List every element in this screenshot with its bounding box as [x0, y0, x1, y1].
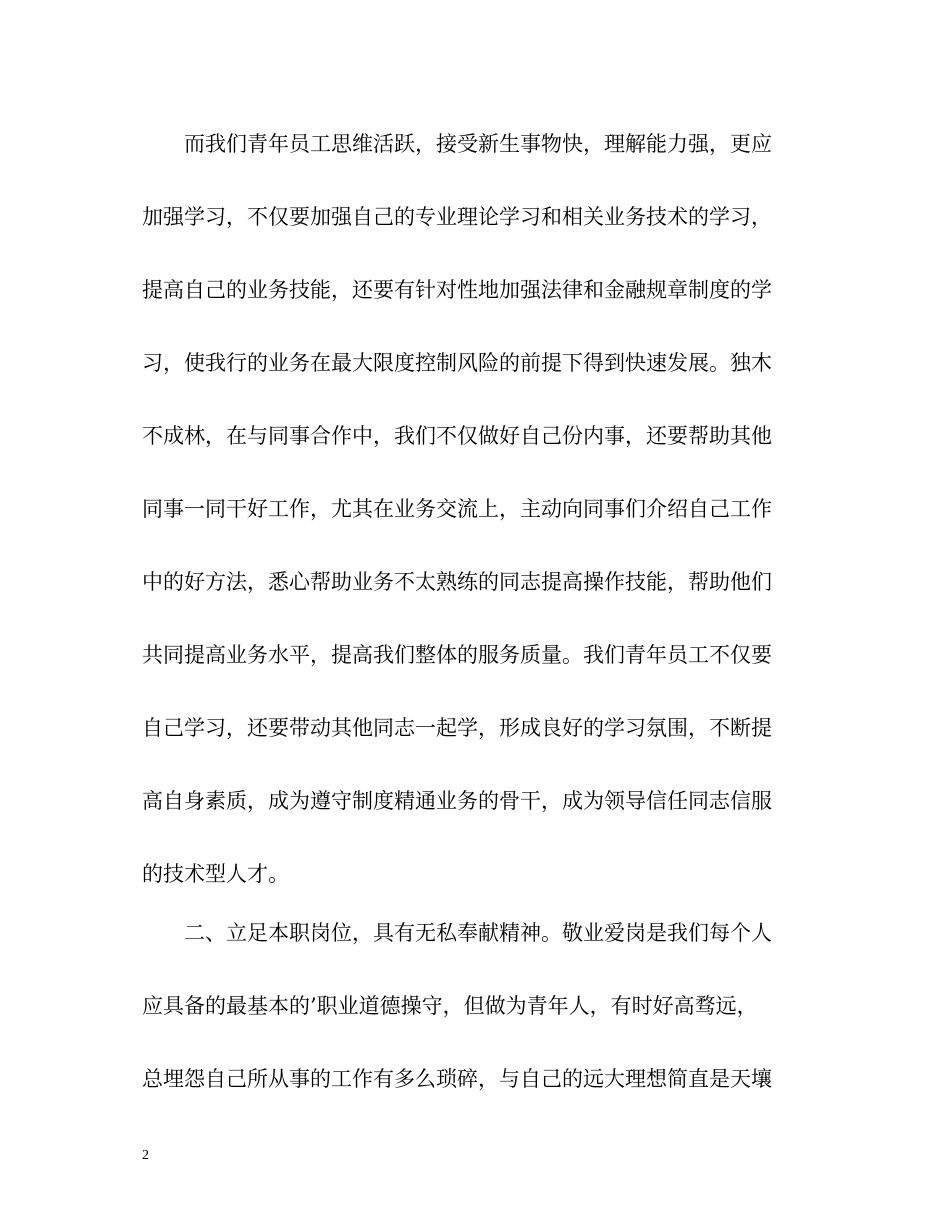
paragraph-line: 总埋怨自己所从事的工作有多么琐碎，与自己的远大理想简直是天壤: [142, 1067, 772, 1091]
page-number: 2: [142, 1148, 149, 1163]
paragraph-line: 加强学习，不仅要加强自己的专业理论学习和相关业务技术的学习，: [142, 205, 772, 229]
paragraph-line: 自己学习，还要带动其他同志一起学，形成良好的学习氛围，不断提: [142, 716, 772, 740]
paragraph-line: 高自身素质，成为遵守制度精通业务的骨干，成为领导信任同志信服: [142, 789, 772, 813]
paragraph-line: 共同提高业务水平，提高我们整体的服务质量。我们青年员工不仅要: [142, 643, 772, 667]
paragraph-line: 的技术型人才。: [142, 862, 289, 886]
paragraph-line: 中的好方法，悉心帮助业务不太熟练的同志提高操作技能，帮助他们: [142, 570, 772, 594]
paragraph-line: 同事一同干好工作，尤其在业务交流上，主动向同事们介绍自己工作: [142, 497, 772, 521]
paragraph-line: 应具备的最基本的’职业道德操守，但做为青年人，有时好高骛远，: [142, 994, 758, 1018]
paragraph-line: 提高自己的业务技能，还要有针对性地加强法律和金融规章制度的学: [142, 278, 772, 302]
paragraph-line: 而我们青年员工思维活跃，接受新生事物快，理解能力强，更应: [184, 132, 772, 156]
paragraph-line: 不成林，在与同事合作中，我们不仅做好自己份内事，还要帮助其他: [142, 424, 772, 448]
paragraph-line: 习，使我行的业务在最大限度控制风险的前提下得到快速发展。独木: [142, 351, 772, 375]
paragraph-line: 二、立足本职岗位，具有无私奉献精神。敬业爱岗是我们每个人: [184, 921, 772, 945]
